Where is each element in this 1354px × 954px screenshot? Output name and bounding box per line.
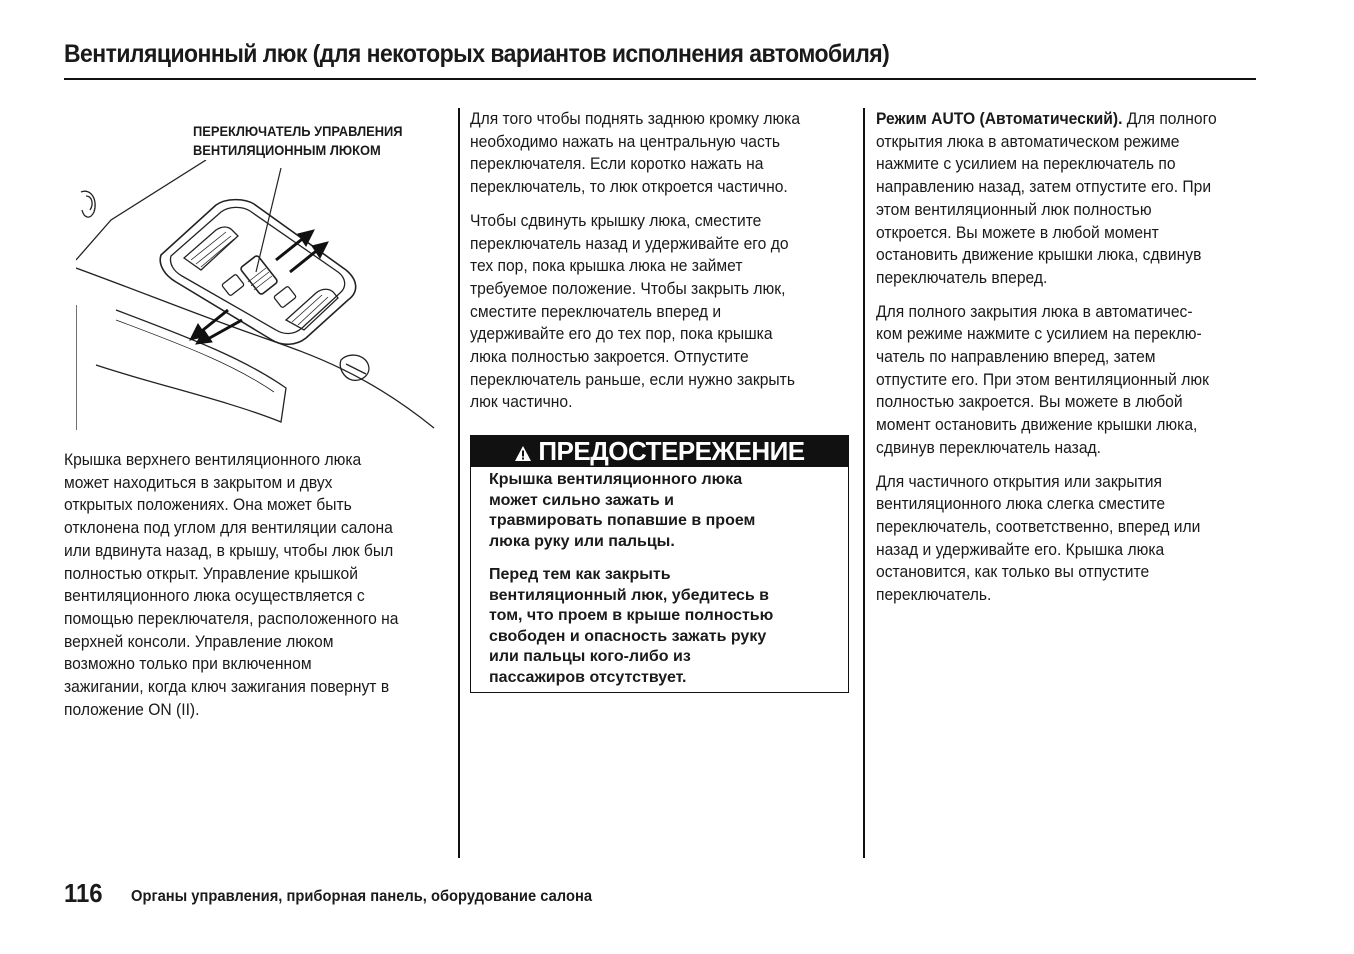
text-line: переключатель, соответственно, вперед или bbox=[876, 516, 1201, 536]
text-line: чатель по направлению вперед, затем bbox=[876, 347, 1156, 367]
sunroof-switch-illustration bbox=[76, 160, 438, 430]
text-line: или вдвинута назад, в крышу, чтобы люк был bbox=[64, 540, 394, 560]
text-line bbox=[876, 108, 1217, 131]
text-line: откроется. Вы можете в любой момент bbox=[876, 222, 1159, 242]
warning-paragraph-1 bbox=[489, 470, 773, 552]
text-line: травмировать попавшие в проем bbox=[489, 512, 756, 529]
text-line: назад и удерживайте его. Крышка люка bbox=[876, 539, 1165, 559]
text-line: нажмите с усилием на переключатель по bbox=[876, 154, 1176, 174]
text-line: люка руку или пальцы. bbox=[489, 532, 675, 550]
col3-paragraph-1 bbox=[876, 108, 1217, 290]
page-number: 116 bbox=[64, 878, 103, 908]
text-line: открытия люка в автоматическом режиме bbox=[876, 131, 1180, 151]
text-line: пассажиров отсутствует. bbox=[489, 668, 687, 686]
text-line: отклонена под углом для вентиляции салона bbox=[64, 518, 393, 538]
text-line: Для того чтобы поднять заднюю кромку люка bbox=[470, 109, 801, 128]
text-line: Крышка верхнего вентиляционного люка bbox=[64, 450, 362, 469]
text-line: свободен и опасность зажать руку bbox=[489, 627, 767, 645]
text-line: Перед тем как закрыть bbox=[489, 566, 671, 583]
warning-triangle-icon bbox=[514, 445, 532, 462]
warning-body bbox=[489, 470, 773, 701]
text-line: Чтобы сдвинуть крышку люка, сместите bbox=[470, 210, 762, 230]
col1-paragraph bbox=[64, 449, 399, 721]
roof-edge bbox=[76, 160, 206, 260]
text-line: направлению назад, затем отпустите его. При bbox=[876, 177, 1212, 197]
text-line: вентиляционного люка слегка сместите bbox=[876, 494, 1166, 514]
page-title: Вентиляционный люк (для некоторых вариантов исполнения автомобиля) bbox=[64, 40, 890, 68]
text-line: переключатель, то люк откроется частично. bbox=[470, 177, 788, 197]
text-line: Для полного закрытия люка в автоматичес- bbox=[876, 301, 1193, 321]
text-line: верхней консоли. Управление люком bbox=[64, 631, 334, 651]
column-divider-2 bbox=[863, 108, 865, 858]
text-line: момент остановить движение крышки люка, bbox=[876, 415, 1198, 435]
text-line: положение ON (II). bbox=[64, 699, 200, 719]
text-line: помощью переключателя, расположенного на bbox=[64, 608, 399, 628]
text-line: вентиляционного люка осуществляется с bbox=[64, 586, 365, 606]
text-line: люк частично. bbox=[470, 392, 573, 412]
text-line: Для частичного открытия или закрытия bbox=[876, 471, 1162, 491]
text-line: ком режиме нажмите с усилием на переклю- bbox=[876, 324, 1202, 344]
text-line: переключатель. bbox=[876, 585, 992, 605]
callout-line: ПЕРЕКЛЮЧАТЕЛЬ УПРАВЛЕНИЯ bbox=[193, 123, 403, 139]
text-line: зажигании, когда ключ зажигания повернут в bbox=[64, 677, 390, 697]
text-line: сместите переключатель вперед и bbox=[470, 301, 722, 321]
headliner-edge bbox=[76, 268, 434, 428]
text-line: полностью закроется. Вы можете в любой bbox=[876, 392, 1183, 412]
light-switch-right bbox=[274, 286, 297, 308]
text-line: необходимо нажать на центральную часть bbox=[470, 131, 781, 151]
text-line: открытых положениях. Она может быть bbox=[64, 495, 352, 515]
col2-text bbox=[470, 108, 800, 425]
col2-paragraph-2 bbox=[470, 210, 800, 414]
text-line: Крышка вентиляционного люка bbox=[489, 471, 743, 488]
text-line: остановится, как только вы отпустите bbox=[876, 562, 1150, 582]
warning-paragraph-2 bbox=[489, 565, 773, 688]
figure-callout bbox=[193, 122, 403, 160]
text-line: переключатель раньше, если нужно закрыть bbox=[470, 369, 795, 389]
text-line: удерживайте его до тех пор, пока крышка bbox=[470, 324, 773, 344]
col3-text bbox=[876, 108, 1217, 618]
col2-paragraph-1 bbox=[470, 108, 800, 199]
text-line: полностью открыт. Управление крышкой bbox=[64, 563, 358, 583]
light-switch-left bbox=[222, 274, 245, 296]
text-fragment: Для полного bbox=[1122, 109, 1217, 128]
warning-heading: ПРЕДОСТЕРЕЖЕНИЕ bbox=[538, 436, 805, 466]
warning-header bbox=[471, 436, 848, 467]
text-line: люка полностью закроется. Отпустите bbox=[470, 347, 749, 367]
auto-mode-label: Режим AUTO (Автоматический). bbox=[876, 109, 1123, 128]
text-line: том, что проем в крыше полностью bbox=[489, 607, 774, 624]
text-line: остановить движение крышки люка, сдвинув bbox=[876, 245, 1202, 265]
text-line: или пальцы кого-либо из bbox=[489, 648, 691, 665]
title-rule bbox=[64, 78, 1256, 80]
text-line: сдвинув переключатель назад. bbox=[876, 437, 1101, 457]
text-line: может сильно зажать и bbox=[489, 491, 674, 509]
text-line: переключателя. Если коротко нажать на bbox=[470, 154, 764, 174]
col3-paragraph-2 bbox=[876, 301, 1217, 460]
text-line: переключатель вперед. bbox=[876, 267, 1048, 287]
text-line: вентиляционный люк, убедитесь в bbox=[489, 586, 770, 604]
overhead-console bbox=[160, 200, 355, 345]
column-divider-1 bbox=[458, 108, 460, 858]
text-line: тех пор, пока крышка люка не займет bbox=[470, 256, 743, 276]
text-line: этом вентиляционный люк полностью bbox=[876, 199, 1152, 219]
text-line: требуемое положение. Чтобы закрыть люк, bbox=[470, 278, 786, 298]
warning-box bbox=[470, 435, 849, 693]
col3-paragraph-3 bbox=[876, 471, 1217, 607]
section-title: Органы управления, приборная панель, оборудование салона bbox=[131, 888, 593, 905]
text-line: переключатель назад и удерживайте его до bbox=[470, 233, 789, 253]
text-line: отпустите его. При этом вентиляционный люк bbox=[876, 369, 1209, 389]
text-line: возможно только при включенном bbox=[64, 654, 312, 674]
col1-text bbox=[64, 449, 399, 732]
text-line: может находиться в закрытом и двух bbox=[64, 472, 333, 492]
callout-line: ВЕНТИЛЯЦИОННЫМ ЛЮКОМ bbox=[193, 142, 381, 158]
